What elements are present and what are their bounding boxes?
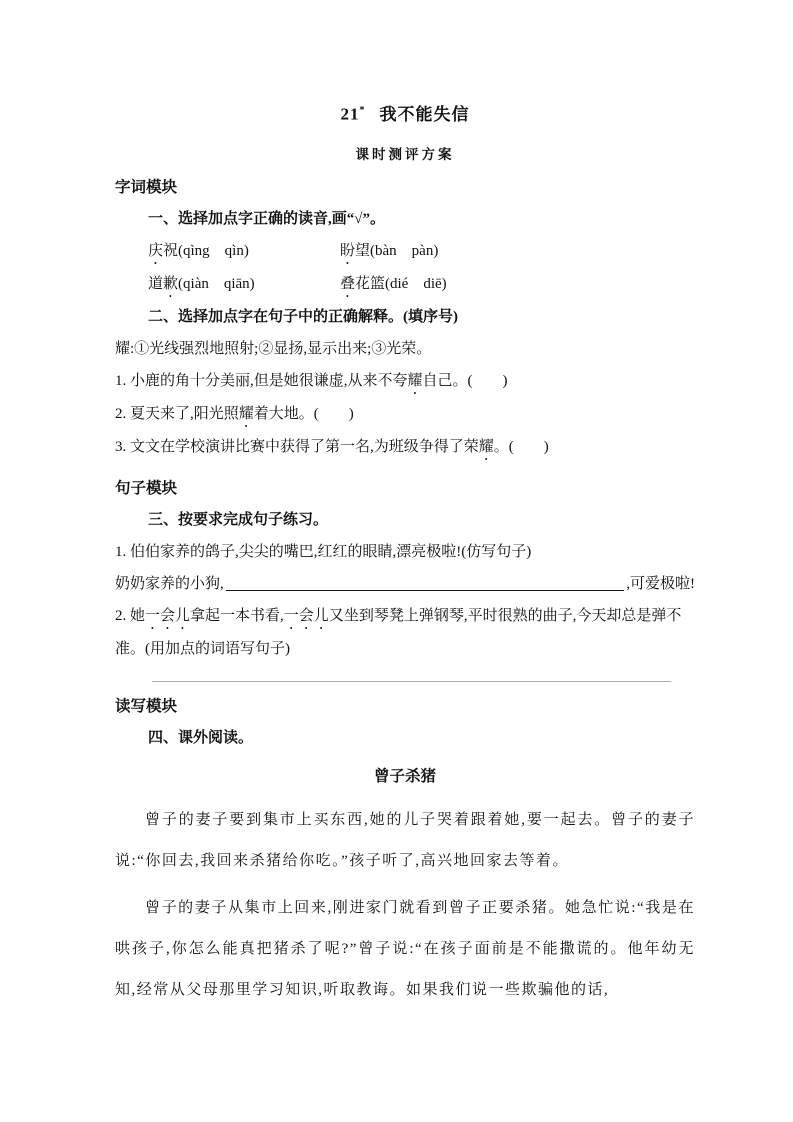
q2-definition: 耀:①光线强烈地照射;②显扬,显示出来;③光荣。 <box>115 340 432 357</box>
plain-text: 祝(qìng qìn) <box>163 242 249 259</box>
dotted-word: 一会儿 <box>283 607 329 624</box>
dotted-char: 耀 <box>238 405 254 422</box>
plain-text: 花篮(dié diē) <box>355 275 447 292</box>
answer-suffix: ,可爱极啦! <box>626 575 695 592</box>
q3-item1-answer-row <box>115 568 695 600</box>
q2-item-1 <box>115 365 695 398</box>
passage-paragraph-2: 曾子的妻子从集市上回来,刚进家门就看到曾子正要杀猪。她急忙说:“我是在哄孩子,你怎么能真把猪杀了呢?”曾子说:“在孩子面前是不能撒谎的。他年幼无知,经常从父母那里学习知识,听取教诲。如果我们说一些欺骗他的话, <box>115 899 695 998</box>
lesson-title <box>115 98 695 128</box>
q4-heading: 四、课外阅读。 <box>148 729 254 746</box>
plain-text: 望(bàn pàn) <box>355 242 439 259</box>
lesson-number: 21 <box>340 104 360 124</box>
pinyin-item-panwang <box>340 235 695 268</box>
plain-text: 1. 小鹿的角十分美丽,但是她很谦虚,从来不夸 <box>115 372 408 389</box>
plain-text: 2. 夏天来了,阳光照 <box>115 405 239 422</box>
dotted-char: 庆 <box>148 242 164 259</box>
q3-item1-text: 1. 伯伯家养的鸽子,尖尖的嘴巴,红红的眼睛,漂亮极啦!(仿写句子) <box>115 543 532 560</box>
plain-text: 又坐到琴凳上弹钢琴,平时很熟的曲子,今天却总是弹不准。(用加点的词语写句子) <box>115 607 682 657</box>
lesson-star: * <box>359 105 366 116</box>
answer-prefix: 奶奶家养的小狗, <box>115 575 224 592</box>
passage-title: 曾子杀猪 <box>373 767 436 785</box>
subtitle: 课时测评方案 <box>355 146 455 162</box>
plain-text: 着大地。( ) <box>253 405 354 422</box>
module-head-reading: 读写模块 <box>115 697 178 715</box>
plain-text: 道 <box>148 275 164 292</box>
pinyin-item-daoqian <box>148 268 340 301</box>
answer-blank-line <box>226 568 624 591</box>
module-head-words: 字词模块 <box>115 178 178 196</box>
q2-item-2 <box>115 398 695 431</box>
dotted-char: 耀 <box>407 372 423 389</box>
dotted-char: 叠 <box>340 275 356 292</box>
pinyin-item-diehualan <box>340 268 695 301</box>
plain-text: (qiàn qiān) <box>178 275 255 292</box>
plain-text: 自己。( ) <box>422 372 508 389</box>
plain-text: 。( ) <box>493 438 549 455</box>
dotted-word: 一会儿 <box>145 607 191 624</box>
q1-heading: 一、选择加点字正确的读音,画“√”。 <box>148 210 385 227</box>
q3-heading: 三、按要求完成句子练习。 <box>148 511 329 528</box>
plain-text: 拿起一本书看, <box>190 607 284 624</box>
q2-item-3 <box>115 431 695 464</box>
module-head-sentences: 句子模块 <box>115 479 178 497</box>
q2-heading: 二、选择加点字在句子中的正确解释。(填序号) <box>148 308 458 325</box>
q3-item2-text <box>115 600 695 665</box>
plain-text: 2. 她 <box>115 607 146 624</box>
plain-text: 3. 文文在学校演讲比赛中获得了第一名,为班级争得了荣 <box>115 438 479 455</box>
dotted-char: 盼 <box>340 242 356 259</box>
passage-paragraph-1: 曾子的妻子要到集市上买东西,她的儿子哭着跟着她,要一起去。曾子的妻子说:“你回去,我回来杀猪给你吃。”孩子听了,高兴地回家去等着。 <box>115 811 695 869</box>
dotted-char: 耀 <box>478 438 494 455</box>
pinyin-item-qingzhu <box>148 235 340 268</box>
lesson-title-text: 我不能失信 <box>379 104 470 124</box>
q1-choice-grid <box>115 235 695 301</box>
dotted-char: 歉 <box>163 275 179 292</box>
answer-rule-line <box>152 681 671 682</box>
